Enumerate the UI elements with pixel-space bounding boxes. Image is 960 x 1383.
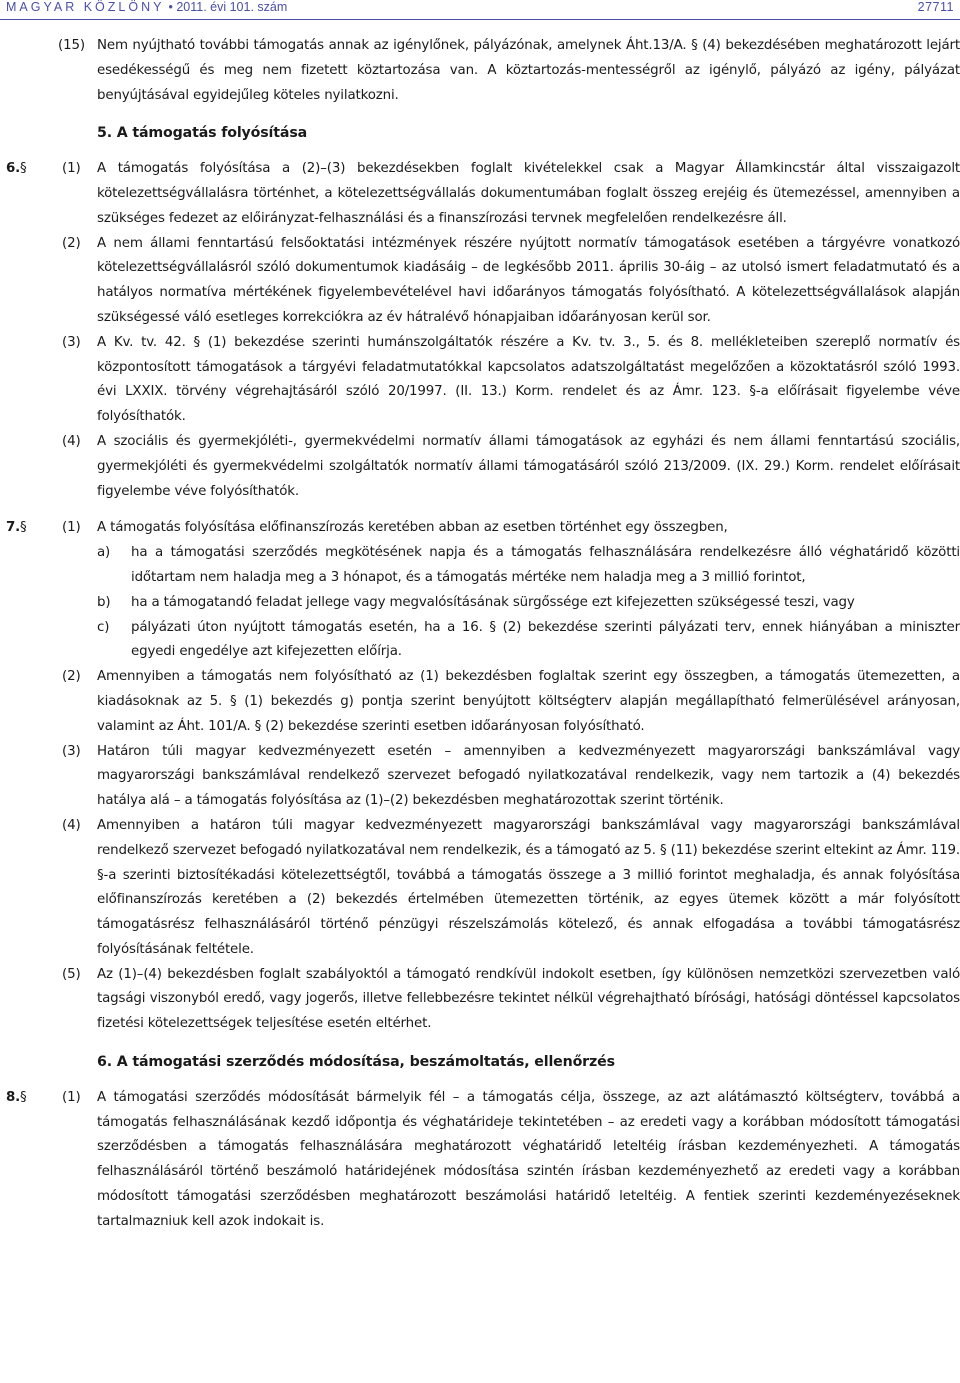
subsection-number: (5): [62, 966, 81, 982]
subsection-text: Nem nyújtható további támogatás annak az igénylőnek, pályázónak, amelynek Áht.13/A. § (4) bekezdésében meghatározott lejárt esedékességű és meg nem fizetett köztartozása van. A köztartozás-mentességről az igénylő, pályázó az igény, pályázat benyújtásával egyidejűleg köteles nyilatkozni.: [97, 38, 960, 103]
subsection: [0, 963, 960, 1037]
page-number: 27711: [917, 0, 954, 14]
subsection-text: Amennyiben a támogatás nem folyósítható az (1) bekezdésben foglaltak szerint egy összegben, a támogatás ütemezetten, a kiadásoknak az 5. § (1) bekezdés g) pontja szerint benyújtott költségterv alapján megállapítható felmerülésével arányosan, valamint az Áht. 101/A. § (2) bekezdése szerinti esetben időarányosan folyósítható.: [97, 669, 960, 734]
subsection-text: Az (1)–(4) bekezdésben foglalt szabályoktól a támogató rendkívül indokolt esetben, így különösen nemzetközi szervezetben való tagsági viszonyból eredő, vagy jogerős, illetve fellebbezésre tekintet nélkül végrehajtható bírósági, hatósági döntéssel kapcsolatos fizetési kötelezettségek teljesítése esetén eltérhet.: [97, 966, 960, 1032]
item-text: ha a támogatandó feladat jellege vagy megvalósításának sürgőssége ezt kifejezetten szükségessé teszi, vagy: [131, 594, 855, 610]
subsection-text: A támogatás folyósítása előfinanszírozás keretében abban az esetben történhet egy összegben,: [97, 520, 728, 536]
subsection-text: A szociális és gyermekjóléti-, gyermekvédelmi normatív állami támogatások az egyházi és nem állami fenntartású szociális, gyermekjóléti és gyermekvédelmi szolgáltatók normatív állami támogatásáról szóló 213/2009. (IX. 29.) Korm. rendelet előírásait figyelembe véve folyósíthatók.: [97, 433, 960, 499]
subsection: [0, 814, 960, 963]
paragraph-8: [0, 1086, 960, 1235]
subsection: [0, 430, 960, 504]
subsection-text: Amennyiben a határon túli magyar kedvezményezett magyarországi bankszámlával vagy magyarországi bankszámlával rendelkező szervezet befogadó nyilatkozatával nem rendelkezik, és a támogató az 5. § (11) bekezdése szerint eltekint az Ámr. 119. §-a szerinti biztosítékadási kötelezettségtől, továbbá a támogatás összege a 3 millió forintot meghaladja, és annak folyósítása előfinanszírozás keretében a (2) bekezdés értelmében ütemezetten történik, az egyes ütemek között a már folyósított támogatásrész felhasználásáról történő pénzügyi részelszámolás kötelező, és annak elfogadása a további támogatásrész folyósításának feltétele.: [97, 817, 960, 957]
item-text: ha a támogatási szerződés megkötésének napja és a támogatás felhasználására rendelkezésre álló véghatáridő közötti időtartam nem haladja meg a 3 hónapot, és a támogatás mértéke nem haladja meg a 3 millió forintot,: [131, 545, 960, 585]
paragraph-7: [0, 516, 960, 1037]
paragraph-number: 6.: [6, 161, 21, 177]
item-letter: a): [97, 545, 111, 561]
section-5-title: 5. A támogatás folyósítása: [97, 125, 308, 142]
issue-info: • 2011. évi 101. szám: [168, 0, 288, 14]
subsection: [0, 1086, 960, 1235]
paragraph-6: [0, 157, 960, 504]
subsection-text: Határon túli magyar kedvezményezett esetén – amennyiben a kedvezményezett magyarországi bankszámlával vagy magyarországi bankszámlával rendelkező szervezet befogadó nyilatkozatával rendelkezik, vagy nem tartozik a (4) bekezdés hatálya alá – a támogatás folyósítása az (1)–(2) bekezdésben meghatározottak szerint történik.: [97, 743, 960, 809]
subsection: [0, 516, 960, 541]
section-6-title: 6. A támogatási szerződés módosítása, beszámoltatás, ellenőrzés: [97, 1054, 615, 1071]
subsection-number: (15): [58, 38, 85, 53]
subsection: [0, 740, 960, 814]
list-item: [0, 541, 960, 591]
subsection-text: A támogatás folyósítása a (2)–(3) bekezdésekben foglalt kivételekkel csak a Magyar Államkincstár által visszaigazolt kötelezettségvállalásra történhet, a kötelezettségvállalás dokumentumában foglalt összeg erejéig és ütemezéssel, amennyiben a szükséges fedezet az előirányzat-felhasználási és a finanszírozási tervnek megfelelően rendelkezésre áll.: [97, 161, 960, 226]
subsection-number: (3): [62, 743, 81, 759]
subsection-number: (1): [62, 161, 81, 177]
subsection: [0, 665, 960, 739]
subsection: [0, 34, 960, 108]
subsection: [0, 232, 960, 331]
document-body: [0, 34, 960, 1247]
subsection-text: A Kv. tv. 42. § (1) bekezdése szerinti humánszolgáltatók részére a Kv. tv. 3., 5. és 8. mellékleteiben szereplő normatív és központosított támogatások a tárgyévi feladatmutatókkal kapcsolatos adatszolgáltatást megelőzően a közoktatásról szóló 1993. évi LXXIX. törvény végrehajtásáról szóló 20/1997. (II. 13.) Korm. rendelet és az Ámr. 123. §-a előírásait figyelembe véve folyósíthatók.: [97, 334, 960, 425]
section-symbol: §: [20, 1089, 27, 1105]
section-symbol: §: [20, 520, 27, 536]
subsection: [0, 157, 960, 231]
subsection-number: (1): [62, 1089, 81, 1105]
subsection-text: A nem állami fenntartású felsőoktatási intézmények részére nyújtott normatív támogatások esetében a tárgyévre vonatkozó kötelezettségvállalásról szóló dokumentumok kiadásáig – de legkésőbb 2011. április 30-áig – az utolsó ismert feladatmutató és a hatályos normatíva mértékének figyelembevételével havi időarányos támogatás folyósítható. A kötelezettségvállalások alapján szükségessé váló esetleges korrekciókra az év hátralévő hónapjaiban időarányosan kerül sor.: [97, 235, 960, 325]
subsection-number: (1): [62, 520, 81, 536]
subsection-number: (2): [62, 235, 81, 251]
paragraph-number: 8.: [6, 1089, 21, 1105]
publication-title: MAGYAR KÖZLÖNY: [6, 0, 165, 14]
subsection-text: A támogatási szerződés módosítását bármelyik fél – a támogatás célja, összege, az azt alátámasztó költségterv, továbbá a támogatás felhasználásának kezdő időpontja és véghatárideje tekintetében – az eredeti vagy a korábban módosított támogatási szerződésben a támogatás felhasználására meghatározott véghatáridő leteltéig írásban kezdeményezheti. A támogatás felhasználásáról történő beszámoló határidejének módosítása szintén írásban kezdeményezhető az eredeti vagy a korábban módosított támogatási szerződésben meghatározott beszámolási határidő leteltéig. A fentiek szerinti kezdeményezéseknek tartalmazniuk kell azok indokait is.: [97, 1089, 960, 1229]
subsection-number: (4): [62, 817, 81, 833]
item-letter: c): [97, 619, 110, 635]
list-item: [0, 591, 960, 616]
item-letter: b): [97, 594, 111, 610]
page-header: [0, 0, 960, 20]
section-symbol: §: [20, 161, 27, 177]
list-item: [0, 616, 960, 666]
subsection-number: (4): [62, 433, 81, 449]
paragraph-15: [0, 34, 960, 108]
header-rule: [0, 19, 960, 20]
paragraph-number: 7.: [6, 520, 21, 536]
publication-name: [6, 0, 287, 14]
item-text: pályázati úton nyújtott támogatás esetén, ha a 16. § (2) bekezdése szerinti pályázati terv, ennek hiányában a miniszter egyedi engedélye azt kifejezetten előírja.: [131, 619, 960, 660]
subsection: [0, 331, 960, 430]
subsection-number: (3): [62, 334, 81, 350]
subsection-number: (2): [62, 669, 81, 685]
